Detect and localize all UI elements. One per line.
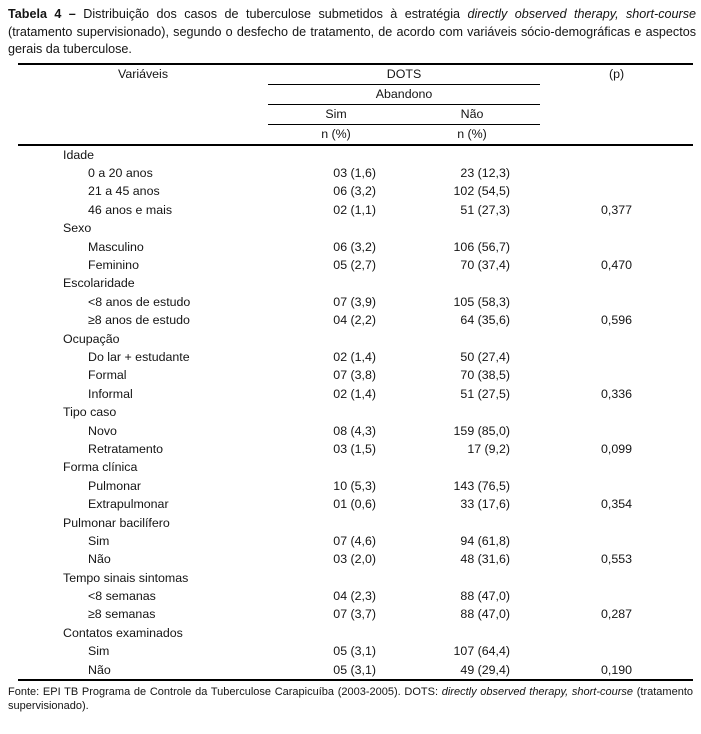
p-value: 0,354 xyxy=(601,497,633,512)
table-container xyxy=(18,63,693,681)
sim-value xyxy=(268,458,404,476)
table-row xyxy=(18,164,693,182)
row-label: Tempo sinais sintomas xyxy=(63,570,189,585)
row-label: Escolaridade xyxy=(63,276,135,291)
p-value xyxy=(540,477,693,495)
p-value xyxy=(540,624,693,642)
p-value xyxy=(540,458,693,476)
sim-value: 04 (2,3) xyxy=(333,589,376,604)
nao-value: 88 (47,0) xyxy=(460,607,511,622)
nao-value: 51 (27,5) xyxy=(460,386,511,401)
p-value xyxy=(540,219,693,237)
row-label: Sim xyxy=(88,533,110,548)
table-title xyxy=(8,6,696,59)
p-value xyxy=(540,403,693,421)
nao-value: 159 (85,0) xyxy=(453,423,511,438)
row-label: 21 a 45 anos xyxy=(88,184,160,199)
p-value xyxy=(540,421,693,439)
table-title-italic: directly observed therapy, short-course xyxy=(467,7,696,21)
header-row-3 xyxy=(18,104,693,124)
row-label: Masculino xyxy=(88,239,144,254)
nao-value: 106 (56,7) xyxy=(453,239,511,254)
row-label: ≥8 anos de estudo xyxy=(88,313,190,328)
nao-value xyxy=(404,513,540,531)
sim-value: 02 (1,4) xyxy=(333,349,376,364)
source-note-text-2: (tratamento supervisionado). xyxy=(8,685,694,713)
table-body xyxy=(18,145,693,680)
table-row xyxy=(18,642,693,660)
table-row xyxy=(18,201,693,219)
sim-value: 02 (1,4) xyxy=(333,386,376,401)
table-row xyxy=(18,274,693,292)
row-label: Feminino xyxy=(88,258,139,273)
table-row xyxy=(18,550,693,568)
nao-value xyxy=(404,403,540,421)
spacer-cell xyxy=(540,124,693,145)
nao-value xyxy=(404,458,540,476)
sim-value xyxy=(268,624,404,642)
table-row xyxy=(18,477,693,495)
source-note-italic: directly observed therapy, short-course xyxy=(441,685,634,698)
header-row-4 xyxy=(18,124,693,145)
p-value xyxy=(540,274,693,292)
spacer-cell xyxy=(540,84,693,104)
row-label: Pulmonar bacilífero xyxy=(63,515,170,530)
row-label: Pulmonar xyxy=(88,478,142,493)
p-value xyxy=(540,568,693,586)
table-row xyxy=(18,495,693,513)
sim-value: 04 (2,2) xyxy=(333,313,376,328)
p-value xyxy=(540,532,693,550)
sim-value: 07 (4,6) xyxy=(333,533,376,548)
sim-value xyxy=(268,145,404,164)
table-row xyxy=(18,293,693,311)
table-row xyxy=(18,256,693,274)
table-row xyxy=(18,385,693,403)
table-row xyxy=(18,587,693,605)
header-row-1 xyxy=(18,64,693,85)
row-label: Tipo caso xyxy=(63,405,117,420)
sim-value: 06 (3,2) xyxy=(333,184,376,199)
nao-value: 17 (9,2) xyxy=(467,441,511,456)
sim-value: 03 (1,5) xyxy=(333,441,376,456)
nao-value xyxy=(404,145,540,164)
p-value: 0,190 xyxy=(601,662,633,677)
nao-value xyxy=(404,329,540,347)
row-label: ≥8 semanas xyxy=(88,607,156,622)
p-value xyxy=(540,182,693,200)
source-note-text-1: Fonte: EPI TB Programa de Controle da Tuberculose Carapicuíba (2003-2005). DOTS: xyxy=(8,685,442,698)
row-label: Ocupação xyxy=(63,331,120,346)
column-header-sim: Sim xyxy=(268,104,404,124)
column-header-dots: DOTS xyxy=(268,64,540,85)
table-row xyxy=(18,532,693,550)
row-label: Extrapulmonar xyxy=(88,497,169,512)
row-label: Novo xyxy=(88,423,117,438)
spacer-cell xyxy=(18,84,268,104)
row-label: Formal xyxy=(88,368,127,383)
p-value xyxy=(540,237,693,255)
table-row xyxy=(18,219,693,237)
p-value: 0,596 xyxy=(601,313,633,328)
p-value: 0,470 xyxy=(601,258,633,273)
p-value xyxy=(540,587,693,605)
nao-value: 70 (37,4) xyxy=(460,258,511,273)
nao-value: 49 (29,4) xyxy=(460,662,511,677)
source-note xyxy=(8,685,693,714)
table-row xyxy=(18,403,693,421)
p-value xyxy=(540,366,693,384)
row-label: <8 semanas xyxy=(88,589,156,604)
sim-value: 10 (5,3) xyxy=(333,478,376,493)
row-label: Idade xyxy=(63,147,95,162)
nao-value: 70 (38,5) xyxy=(460,368,511,383)
p-value: 0,287 xyxy=(601,607,633,622)
row-label: Retratamento xyxy=(88,441,164,456)
table-row xyxy=(18,311,693,329)
sim-value: 03 (2,0) xyxy=(333,552,376,567)
table-title-text-2: (tratamento supervisionado), segundo o desfecho de tratamento, de acordo com variáveis sócio-demográficas e aspectos gerais da tuberculose. xyxy=(8,24,696,56)
nao-value: 88 (47,0) xyxy=(460,589,511,604)
nao-value: 51 (27,3) xyxy=(460,202,511,217)
sim-value: 05 (3,1) xyxy=(333,644,376,659)
row-label: Não xyxy=(88,662,111,677)
nao-value: 102 (54,5) xyxy=(453,184,511,199)
sim-value: 05 (3,1) xyxy=(333,662,376,677)
p-value: 0,336 xyxy=(601,386,633,401)
nao-value: 23 (12,3) xyxy=(460,166,511,181)
nao-value: 94 (61,8) xyxy=(460,533,511,548)
p-value xyxy=(540,293,693,311)
column-header-npct-nao: n (%) xyxy=(457,127,487,141)
row-label: Sim xyxy=(88,644,110,659)
row-label: Informal xyxy=(88,386,133,401)
sim-value: 07 (3,9) xyxy=(333,294,376,309)
sim-value: 03 (1,6) xyxy=(333,166,376,181)
sim-value: 07 (3,7) xyxy=(333,607,376,622)
table-row xyxy=(18,605,693,623)
table-row xyxy=(18,568,693,586)
row-label: Forma clínica xyxy=(63,460,138,475)
sim-value xyxy=(268,329,404,347)
spacer-cell xyxy=(18,104,268,124)
row-label: Não xyxy=(88,552,111,567)
nao-value: 105 (58,3) xyxy=(453,294,511,309)
table-row xyxy=(18,440,693,458)
table-row xyxy=(18,513,693,531)
header-row-2 xyxy=(18,84,693,104)
nao-value: 107 (64,4) xyxy=(453,644,511,659)
nao-value xyxy=(404,568,540,586)
column-header-variables: Variáveis xyxy=(117,67,169,82)
sim-value: 02 (1,1) xyxy=(333,202,376,217)
p-value xyxy=(540,642,693,660)
column-header-npct-sim: n (%) xyxy=(321,127,351,141)
p-value xyxy=(540,348,693,366)
p-value: 0,377 xyxy=(601,202,633,217)
nao-value: 143 (76,5) xyxy=(453,478,511,493)
row-label: Contatos examinados xyxy=(63,625,183,640)
table-row xyxy=(18,145,693,164)
nao-value: 50 (27,4) xyxy=(460,349,511,364)
column-header-nao: Não xyxy=(404,104,540,124)
table-row xyxy=(18,366,693,384)
sim-value xyxy=(268,568,404,586)
row-label: Do lar + estudante xyxy=(88,349,190,364)
p-value xyxy=(540,513,693,531)
table-title-text-1: Distribuição dos casos de tuberculose submetidos à estratégia xyxy=(75,7,468,21)
nao-value xyxy=(404,624,540,642)
table-row xyxy=(18,329,693,347)
table-header xyxy=(18,64,693,145)
table-title-label: Tabela 4 – xyxy=(8,7,76,21)
nao-value xyxy=(404,219,540,237)
sim-value: 05 (2,7) xyxy=(333,258,376,273)
table-row xyxy=(18,237,693,255)
p-value xyxy=(540,164,693,182)
sim-value xyxy=(268,219,404,237)
sim-value: 06 (3,2) xyxy=(333,239,376,254)
column-header-abandono: Abandono xyxy=(268,84,540,104)
p-value xyxy=(540,145,693,164)
table-row xyxy=(18,348,693,366)
p-value: 0,553 xyxy=(601,552,633,567)
row-label: Sexo xyxy=(63,221,92,236)
sim-value xyxy=(268,403,404,421)
sim-value: 01 (0,6) xyxy=(333,497,376,512)
table-row xyxy=(18,660,693,679)
column-header-p: (p) xyxy=(608,67,625,82)
nao-value: 64 (35,6) xyxy=(460,313,511,328)
sim-value xyxy=(268,513,404,531)
row-label: 46 anos e mais xyxy=(88,202,173,217)
nao-value: 33 (17,6) xyxy=(460,497,511,512)
spacer-cell xyxy=(18,124,268,145)
row-label: 0 a 20 anos xyxy=(88,166,153,181)
sim-value: 08 (4,3) xyxy=(333,423,376,438)
table-row xyxy=(18,421,693,439)
row-label: <8 anos de estudo xyxy=(88,294,191,309)
p-value xyxy=(540,329,693,347)
data-table xyxy=(18,63,693,681)
table-row xyxy=(18,458,693,476)
sim-value: 07 (3,8) xyxy=(333,368,376,383)
nao-value: 48 (31,6) xyxy=(460,552,511,567)
spacer-cell xyxy=(540,104,693,124)
sim-value xyxy=(268,274,404,292)
nao-value xyxy=(404,274,540,292)
table-row xyxy=(18,182,693,200)
p-value: 0,099 xyxy=(601,441,633,456)
table-row xyxy=(18,624,693,642)
